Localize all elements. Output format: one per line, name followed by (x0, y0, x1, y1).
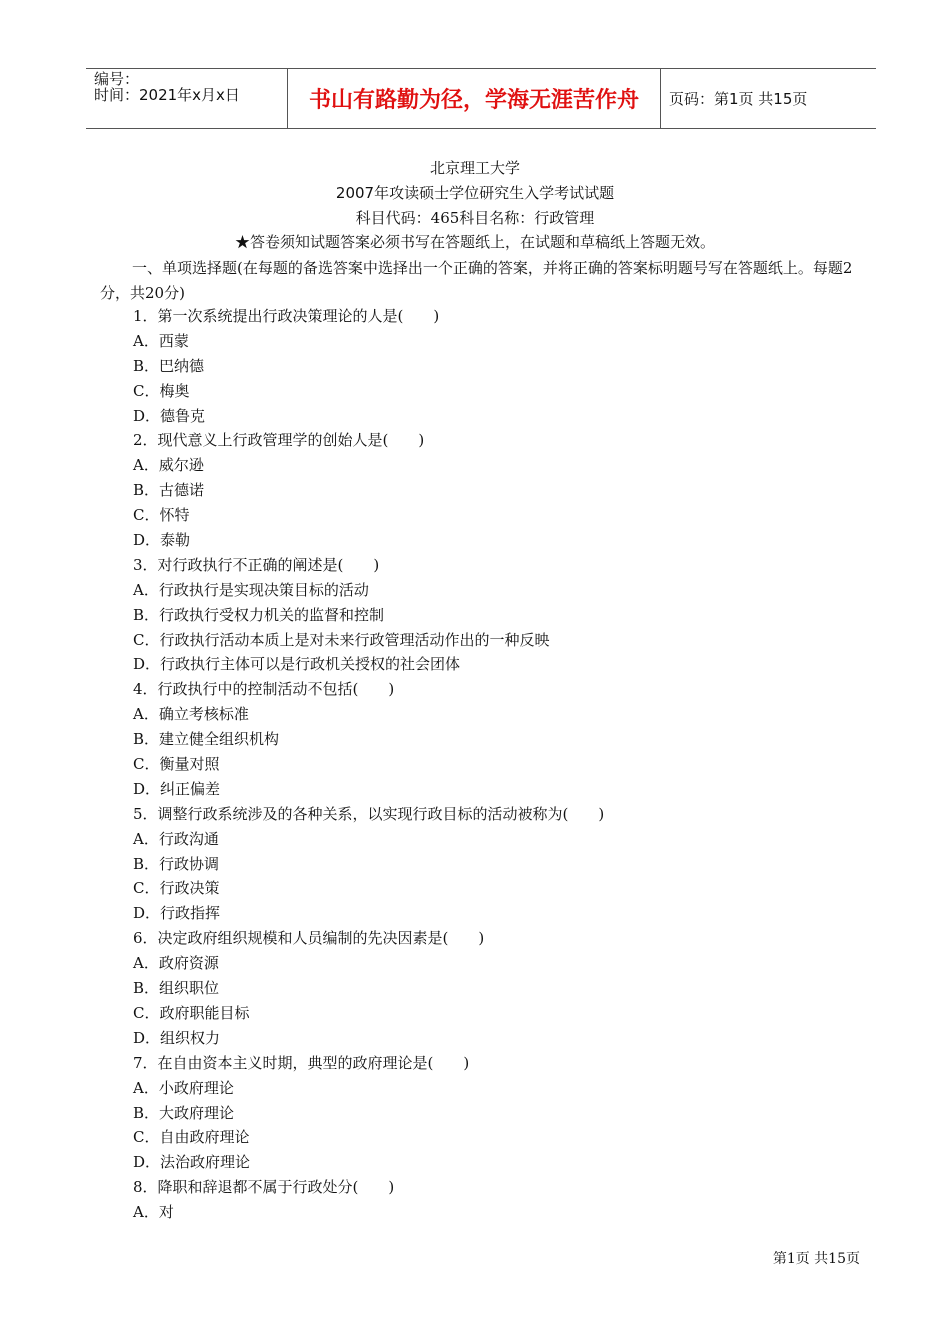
time-label: 时间：2021年x月x日 (94, 86, 240, 104)
number-label: 编号： (94, 70, 140, 88)
page-header (86, 68, 876, 129)
answer-option: B．建立健全组织机构 (133, 730, 280, 749)
answer-option: C．梅奥 (133, 381, 190, 400)
answer-option: D．组织权力 (133, 1028, 221, 1047)
answer-option: C．自由政府理论 (133, 1128, 250, 1147)
footer-page-info: 第1页 共15页 (772, 1251, 860, 1267)
question-stem: 8．降职和辞退都不属于行政处分( ) (133, 1178, 395, 1197)
answer-option: A．对 (133, 1203, 174, 1222)
answer-option: C．衡量对照 (133, 755, 220, 774)
answer-option: D．行政指挥 (133, 904, 221, 923)
question-stem: 5．调整行政系统涉及的各种关系，以实现行政目标的活动被称为( ) (133, 804, 605, 823)
answer-option: A．行政执行是实现决策目标的活动 (133, 580, 369, 599)
university-name: 北京理工大学 (429, 159, 520, 177)
answer-option: B．大政府理论 (133, 1103, 235, 1122)
question-stem: 7．在自由资本主义时期，典型的政府理论是( ) (133, 1053, 470, 1072)
question-stem: 3．对行政执行不正确的阐述是( ) (133, 555, 380, 574)
question-list (133, 304, 604, 1225)
answer-option: B．古德诺 (133, 481, 205, 500)
answer-option: B．组织职位 (133, 979, 220, 998)
answer-option: A．确立考核标准 (133, 705, 249, 724)
question-stem: 6．决定政府组织规模和人员编制的先决因素是( ) (133, 929, 485, 948)
answer-option: C．行政执行活动本质上是对未来行政管理活动作出的一种反映 (133, 630, 550, 649)
exam-notice: ★答卷须知试题答案必须书写在答题纸上，在试题和草稿纸上答题无效。 (234, 233, 715, 251)
answer-option: A．政府资源 (133, 954, 219, 973)
answer-option: B．巴纳德 (133, 356, 205, 375)
header-meta (86, 69, 287, 128)
question-stem: 1．第一次系统提出行政决策理论的人是( ) (133, 307, 440, 325)
section-intro: 一、单项选择题(在每题的备选答案中选择出一个正确的答案，并将正确的答案标明题号写在答题纸上。每题2分，共20分) (100, 259, 853, 302)
exam-title: 2007年攻读硕士学位研究生入学考试试题 (335, 184, 615, 202)
answer-option: A．威尔逊 (133, 456, 204, 475)
answer-option: D．泰勒 (133, 531, 191, 550)
answer-option: B．行政执行受权力机关的监督和控制 (133, 605, 385, 624)
answer-option: A．西蒙 (133, 331, 189, 350)
answer-option: B．行政协调 (133, 854, 220, 873)
answer-option: D．法治政府理论 (133, 1153, 251, 1172)
answer-option: D．纠正偏差 (133, 779, 221, 798)
answer-option: C．政府职能目标 (133, 1003, 250, 1022)
answer-option: C．行政决策 (133, 879, 220, 898)
header-motto: 书山有路勤为径，学海无涯苦作舟 (287, 69, 661, 128)
answer-option: C．怀特 (133, 506, 190, 525)
question-stem: 4．行政执行中的控制活动不包括( ) (133, 680, 395, 699)
answer-option: A．行政沟通 (133, 829, 219, 848)
subject-info: 科目代码：465科目名称：行政管理 (355, 209, 595, 227)
answer-option: D．德鲁克 (133, 406, 206, 425)
question-stem: 2．现代意义上行政管理学的创始人是( ) (133, 431, 425, 450)
answer-option: A．小政府理论 (133, 1078, 234, 1097)
header-page-info: 页码：第1页 共15页 (669, 90, 808, 108)
answer-option: D．行政执行主体可以是行政机关授权的社会团体 (133, 655, 461, 674)
